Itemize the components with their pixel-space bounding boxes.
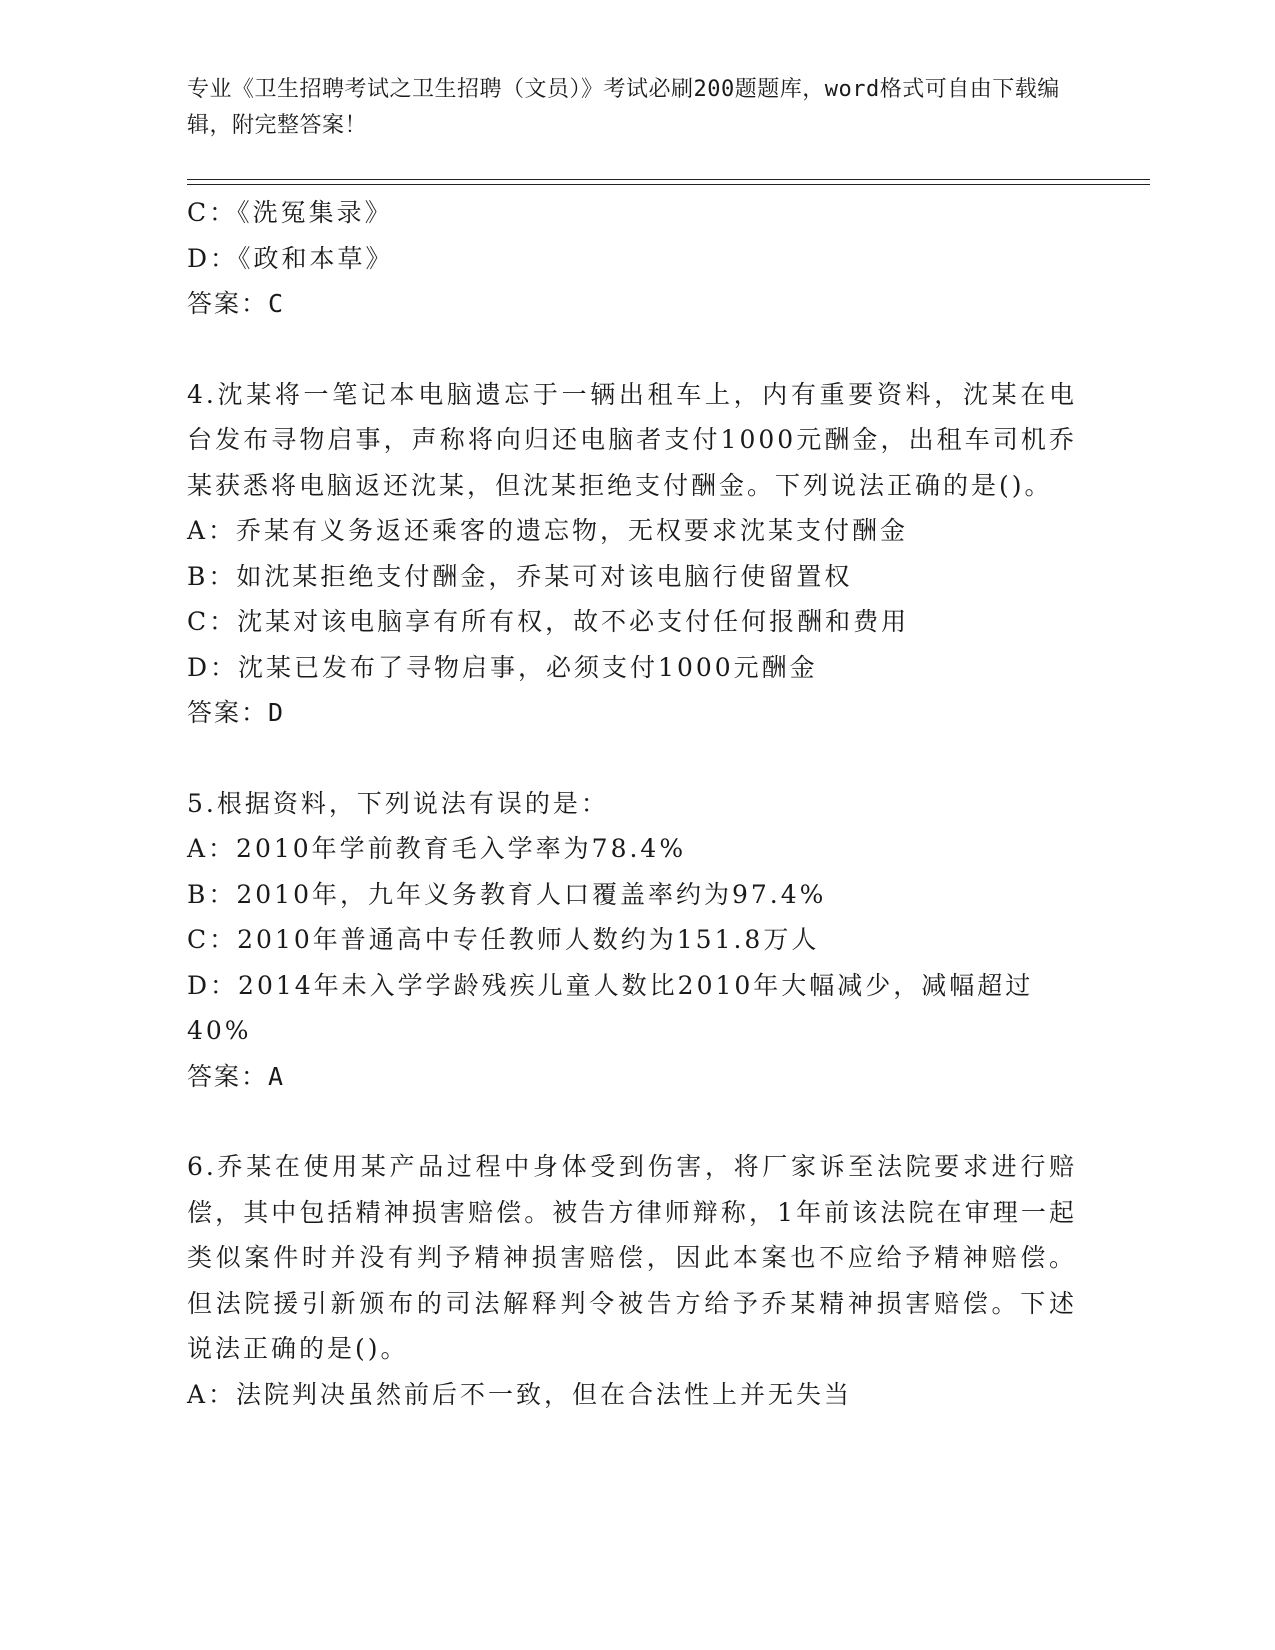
- question-3-tail: [187, 190, 1077, 327]
- spacer: [187, 736, 1077, 781]
- option-b: B：如沈某拒绝支付酬金，乔某可对该电脑行使留置权: [187, 561, 853, 591]
- header-divider-bottom: [187, 184, 1150, 185]
- question-5: [187, 781, 1077, 1100]
- question-6: [187, 1144, 1077, 1417]
- question-text: 6.乔某在使用某产品过程中身体受到伤害，将厂家诉至法院要求进行赔偿，其中包括精神损害赔偿。被告方律师辩称，1年前该法院在审理一起类似案件时并没有判予精神损害赔偿，因此本案也不应给予精神赔偿。但法院援引新颁布的司法解释判令被告方给予乔某精神损害赔偿。下述说法正确的是()。: [187, 1152, 1077, 1363]
- question-4: [187, 372, 1077, 736]
- spacer: [187, 1099, 1077, 1144]
- option-a: A：法院判决虽然前后不一致，但在合法性上并无失当: [187, 1379, 853, 1409]
- question-text: 4.沈某将一笔记本电脑遗忘于一辆出租车上，内有重要资料，沈某在电台发布寻物启事，声称将向归还电脑者支付1000元酬金，出租车司机乔某获悉将电脑返还沈某，但沈某拒绝支付酬金。下列说法正确的是()。: [187, 379, 1077, 500]
- option-c: C：沈某对该电脑享有所有权，故不必支付任何报酬和费用: [187, 607, 910, 636]
- question-text: 5.根据资料，下列说法有误的是：: [187, 788, 609, 818]
- document-header: 专业《卫生招聘考试之卫生招聘（文员）》考试必刷200题题库，word格式可自由下载编辑，附完整答案！: [187, 77, 1060, 138]
- document-body: [187, 190, 1077, 1417]
- option-d: D：沈某已发布了寻物启事，必须支付1000元酬金: [187, 652, 818, 682]
- answer: 答案：A: [187, 1061, 286, 1091]
- option-a: A：2010年学前教育毛入学率为78.4%: [187, 834, 687, 863]
- answer: 答案：C: [187, 289, 286, 318]
- option-d: D：2014年未入学学龄残疾儿童人数比2010年大幅减少，减幅超过40%: [187, 970, 1034, 1045]
- header-divider-top: [187, 179, 1150, 180]
- option-a: A：乔某有义务返还乘客的遗忘物，无权要求沈某支付酬金: [187, 516, 909, 545]
- option-c: C：《洗冤集录》: [187, 198, 393, 227]
- spacer: [187, 327, 1077, 372]
- option-d: D：《政和本草》: [187, 243, 394, 273]
- option-b: B：2010年，九年义务教育人口覆盖率约为97.4%: [187, 879, 827, 909]
- answer: 答案：D: [187, 698, 286, 727]
- option-c: C：2010年普通高中专任教师人数约为151.8万人: [187, 925, 820, 954]
